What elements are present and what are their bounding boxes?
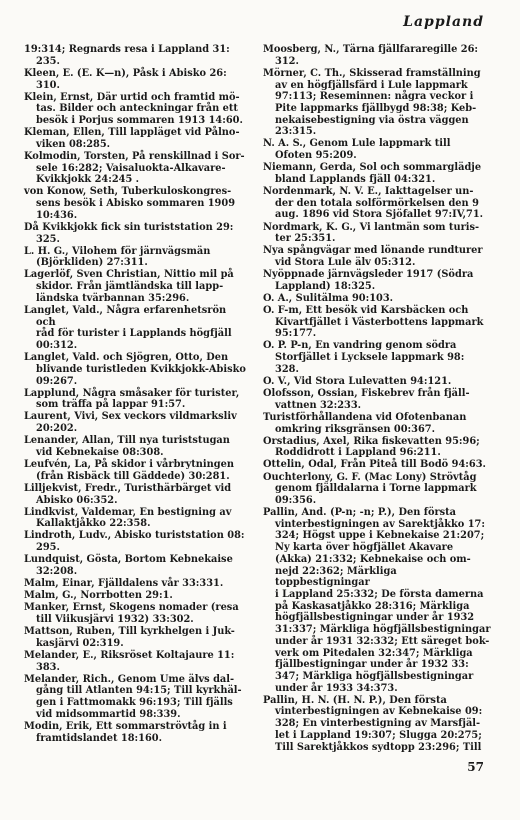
index-entry: Modin, Erik, Ett sommarströvtåg in i framtidslandet 18:160.: [24, 720, 227, 744]
index-entry: Lindkvist, Valdemar, En bestigning av Kallaktjåkko 22:358.: [24, 506, 232, 530]
index-entry: Malm, G., Norrbotten 29:1.: [24, 590, 173, 602]
index-entry: 19:314; Regnards resa i Lappland 31: 235.: [24, 44, 230, 67]
index-entry: Nya spångvägar med lönande rundturer vid Stora Lule älv 05:312.: [263, 245, 483, 268]
index-entry: N. A. S., Genom Lule lappmark till Ofoten 95:209.: [263, 138, 451, 162]
page-number: 57: [467, 760, 484, 774]
index-entry: O. F-m, Ett besök vid Karsbäcken och Kivartfjället i Västerbottens lappmark 95:177.: [263, 304, 484, 340]
index-entry: Nyöppnade järnvägsleder 1917 (Södra Lappland) 18:325.: [263, 269, 474, 292]
index-entry: Lagerlöf, Sven Christian, Nittio mil på skidor. Från jämtländska till lapp- ländska tvärbannan 35:296.: [24, 269, 234, 304]
index-entry: Malm, Einar, Fjälldalens vår 33:331.: [24, 578, 224, 590]
index-entry: Pallin, And. (P-n; -n; P.), Den första vinterbestigningen av Sarektjåkko 17: 324; Högst uppe i Kebnekaise 21:207; Ny karta över högfjället Akavare (Akka) 21:332; Kebnekaise och om- nejd 22:362; Märkliga toppbestigningar i Lappland 25:332; De första damerna på Kaskasatjåkko 28:316; Märkliga högfjällsbestigningar under år 1932 31:337; Märkliga högfjällsbestigningar under år 1931 32:332; Ett säreget bok- verk om Pitedalen 32:347; Märkliga fjällbestigningar under år 1932 33: 347; Märkliga högfjällsbestigningar under år 1933 34:373.: [263, 507, 491, 694]
index-entry: Laurent, Vivi, Sex veckors vildmarksliv 20:202.: [24, 411, 237, 435]
index-entry: O. V., Vid Stora Lulevatten 94:121.: [263, 375, 452, 387]
left-column: [24, 44, 249, 745]
index-entry: Langlet, Vald. och Sjögren, Otto, Den blivande turistleden Kvikkjokk-Abisko 09:267.: [24, 352, 246, 387]
index-entry: Pallin, H. N. (H. N. P.), Den första vinterbestigningen av Kebnekaise 09: 328; En vinterbestigning av Marsfjäl- let i Lappland 19:307; Slugga 20:275; Till Sarektjåkkos sydtopp 23:296; Till: [263, 694, 483, 753]
index-entry: Mattson, Ruben, Till kyrkhelgen i Juk- kasjärvi 02:319.: [24, 626, 235, 649]
running-header: Lappland: [403, 14, 484, 30]
index-entry: O. A., Sulitälma 90:103.: [263, 292, 394, 304]
index-entry: Lindroth, Ludv., Abisko turiststation 08: 295.: [24, 530, 245, 554]
index-entry: von Konow, Seth, Tuberkuloskongres- sens besök i Abisko sommaren 1909 10:436.: [24, 186, 236, 221]
index-entry: Turistförhållandena vid Ofotenbanan omkring riksgränsen 00:367.: [263, 411, 467, 435]
index-entry: Mörner, C. Th., Skisserad framställning av en högfjällsfärd i Lule lappmark 97:113; Reseminnen: några veckor i Pite lappmarks fjällbygd 98:38; Keb- nekaisebestigning via östra väggen 23:315.: [263, 67, 481, 138]
index-entry: Orstadius, Axel, Rika fiskevatten 95:96; Roddidrott i Lappland 96:211.: [263, 435, 480, 459]
index-entry: Ouchterlony, G. F. (Mac Lony) Strövtåg genom fjälldalarna i Torne lappmark 09:356.: [263, 471, 477, 506]
index-entry: Lenander, Allan, Till nya turiststugan vid Kebnekaise 08:308.: [24, 435, 230, 458]
right-column: [263, 44, 491, 754]
index-entry: Lundquist, Gösta, Bortom Kebnekaise 32:208.: [24, 554, 233, 577]
index-entry: Langlet, Vald., Några erfarenhetsrön och råd för turister i Lapplands högfjäll 00:312.: [24, 304, 232, 352]
index-entry: O. P. P-n, En vandring genom södra Storfjället i Lycksele lappmark 98: 328.: [263, 340, 465, 375]
index-entry: Lapplund, Några småsaker för turister, som träffa på lappar 91:57.: [24, 387, 240, 411]
index-entry: L. H. G., Vilohem för järnvägsmän (Björkliden) 27:311.: [24, 245, 211, 269]
index-entry: Nordmark, K. G., Vi lantmän som turis- ter 25:351.: [263, 221, 480, 245]
index-entry: Kleen, E. (E. K—n), Påsk i Abisko 26: 310.: [24, 67, 227, 91]
index-entry: Lilljekvist, Fredr., Turisthärbärget vid Abisko 06:352.: [24, 482, 232, 506]
index-entry: Melander, Rich., Genom Ume älvs dal- gång till Atlanten 94:15; Till kyrkhäl- gen i Fattmomakk 96:193; Till fjälls vid midsommartid 98:339.: [24, 673, 242, 720]
index-entry: Klein, Ernst, Där urtid och framtid mö- tas. Bilder och anteckningar från ett besök i Porjus sommaren 1913 14:60.: [24, 91, 243, 126]
index-entry: Niemann, Gerda, Sol och sommarglädje bland Lapplands fjäll 04:321.: [263, 162, 482, 185]
index-entry: Då Kvikkjokk fick sin turiststation 29: 325.: [24, 221, 234, 245]
index-entry: Ottelin, Odal, Från Piteå till Bodö 94:63.: [263, 459, 486, 471]
index-entry: Melander, E., Riksröset Koltajaure 11: 383.: [24, 649, 235, 673]
index-entry: Nordenmark, N. V. E., Iakttagelser un- der den totala solförmörkelsen den 9 aug. 1896 vid Stora Sjöfallet 97:IV,71.: [263, 186, 484, 221]
index-entry: Manker, Ernst, Skogens nomader (resa till Viikusjärvi 1932) 33:302.: [24, 602, 239, 625]
index-entry: Leufvén, La, På skidor i vårbrytningen (från Risbäck till Gäddede) 30:281.: [24, 459, 234, 482]
index-entry: Kolmodin, Torsten, På renskillnad i Sor- sele 16:282; Vaisaluokta-Alkavare- Kvikkjokk 24:245 .: [24, 150, 245, 186]
index-entry: Olofsson, Ossian, Fiskebrev från fjäll- vattnen 32:233.: [263, 388, 470, 411]
index-entry: Kleman, Ellen, Till lappläget vid Pålno- viken 08:285.: [24, 127, 240, 150]
index-entry: Moosberg, N., Tärna fjällfararegille 26: 312.: [263, 44, 479, 67]
